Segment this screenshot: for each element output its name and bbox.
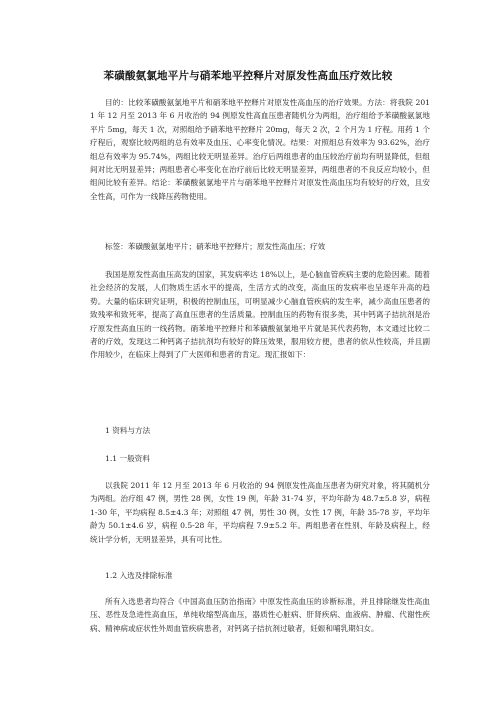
- subsection-heading-1-2: 1.2 入选及排除标准: [105, 571, 173, 580]
- paper-title: 苯磺酸氨氯地平片与硝苯地平控释片对原发性高血压疗效比较: [103, 70, 393, 82]
- section-heading-1: 1 资料与方法: [105, 426, 151, 435]
- introduction-paragraph: 我国是原发性高血压高发的国家，其发病率达 18%以上，是心脑血管疾病主要的危险因素。随着社会经济的发展，人们物质生活水平的提高，生活方式的改变，高血压的发病率也呈逐年升高的趋势。大量的临床研究证明，积极的控制血压，可明显减少心脑血管疾病的发生率，减少高血压患者的致残率和致死率，提高了高血压患者的生活质量。控制血压的药物有很多类，其中钙离子拮抗剂是治疗原发性高血压的一线药物。硝苯地平控释片和苯磺酸氨氯地平片就是其代表药物，本文通过比较二者的疗效，发现这二种钙离子拮抗剂均有较好的降压效果，服用较方便，患者的依从性较高，并且副作用较少，在临床上得到了广大医师和患者的肯定。现汇报如下：: [90, 270, 430, 360]
- abstract-paragraph: 目的：比较苯磺酸氨氯地平片和硝苯地平控释片对原发性高血压的治疗效果。方法：将我院 2011 年 12 月至 2013 年 6 月收治的 94 例原发性高血压患者随机分为两组，治疗组给予苯磺酸氨氯地平片 5mg，每天 1 次，对照组给予硝苯地平控释片 20mg，每天 2 次，2 个月为 1 疗程。用药 1 个疗程后，观察比较两组的总有效率及血压、心率变化情况。结果：对照组总有效率为 93.62%，治疗组总有效率为 95.74%，两组比较无明显差异。治疗后两组患者的血压较治疗前均有明显降低，但组间对比无明显差异；两组患者心率变化在治疗前后比较无明显差异，两组患者的不良反应均较小，但组间比较有差异。结论：苯磺酸氨氯地平片与硝苯地平控释片对原发性高血压均有较好的疗效，且安全性高，可作为一线降压药物使用。: [90, 98, 430, 201]
- keywords-line: 标签：苯磺酸氨氯地平片；硝苯地平控释片；原发性高血压；疗效: [105, 242, 326, 251]
- criteria-paragraph: 所有入选患者均符合《中国高血压防治指南》中原发性高血压的诊断标准，并且排除继发性高血压、恶性及急进性高血压，单纯收缩型高血压，器质性心脏病、肝肾疾病、血液病、肿瘤、代谢性疾病、精神病或症状性外周血管疾病患者，对钙离子拮抗剂过敏者，妊娠和哺乳期妇女。: [90, 597, 430, 633]
- subsection-heading-1-1: 1.1 一般资料: [105, 454, 150, 463]
- general-data-paragraph: 以我院 2011 年 12 月至 2013 年 6 月收治的 94 例原发性高血压患者为研究对象，将其随机分为两组。治疗组 47 例，男性 28 例，女性 19 例，年龄 31-74 岁，平均年龄为 48.7±5.8 岁，病程 1-30 年，平均病程 8.5±4.3 年；对照组 47 例，男性 30 例，女性 17 例，年龄 35-78 岁，平均年龄为 50.1±4.6 岁，病程 0.5-28 年，平均病程 7.9±5.2 年。两组患者在性别、年龄及病程上，经统计学分析，无明显差异，具有可比性。: [90, 481, 430, 544]
